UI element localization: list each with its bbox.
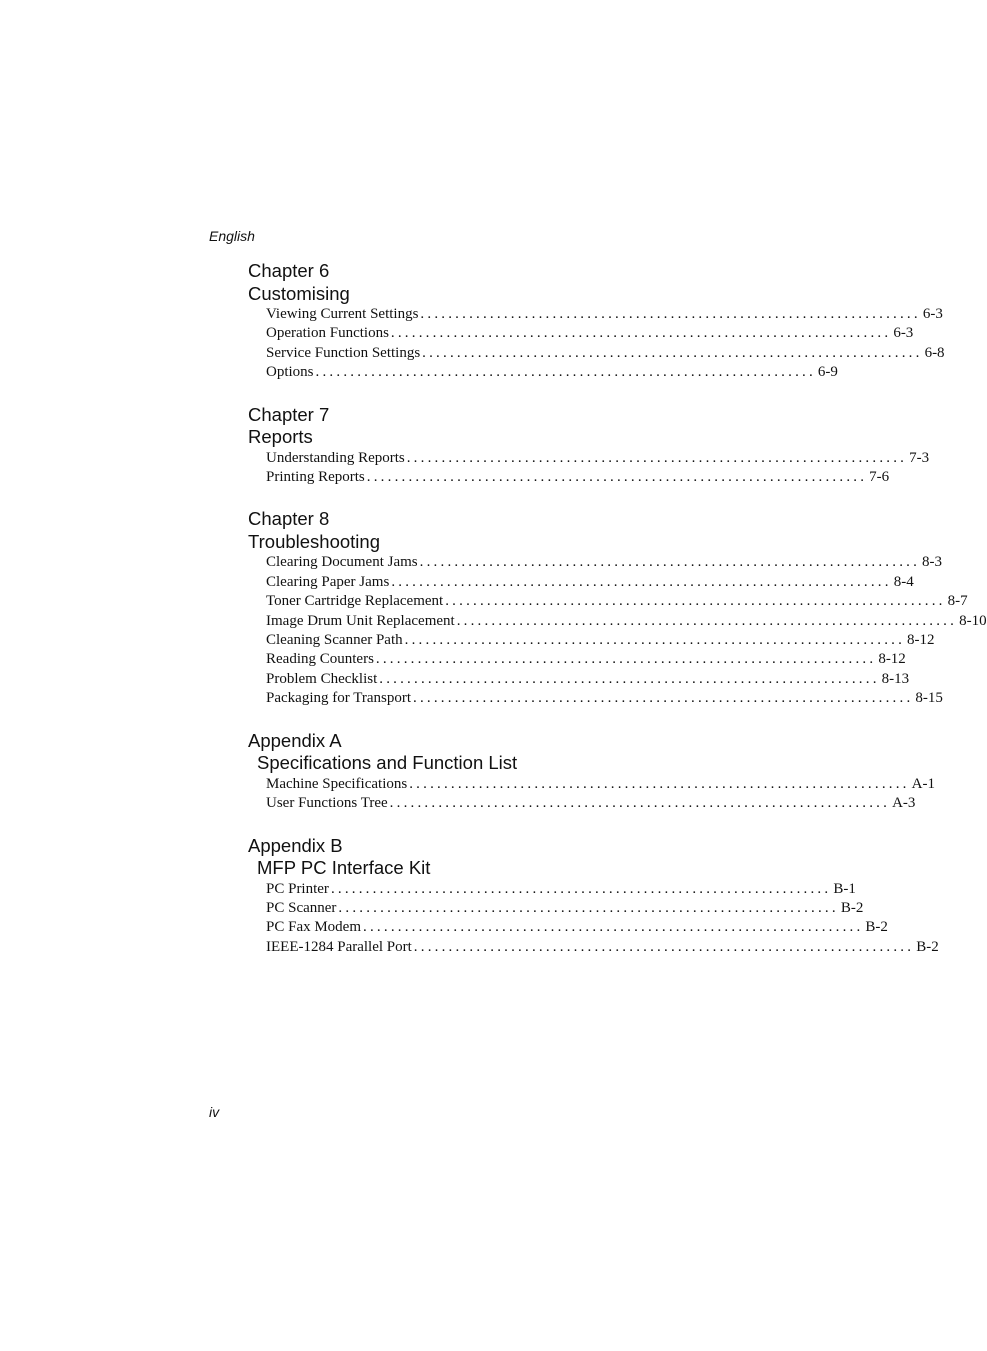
dot-leader: ........................................................................ bbox=[315, 364, 816, 381]
dot-leader: ........................................................................ bbox=[456, 612, 958, 629]
toc-entry[interactable] bbox=[266, 775, 935, 794]
dot-leader: ........................................................................ bbox=[391, 573, 892, 590]
toc-entry[interactable] bbox=[266, 880, 856, 899]
toc-section-chapter-8 bbox=[248, 508, 987, 708]
toc-entry[interactable] bbox=[266, 938, 939, 957]
entry-page: 8-7 bbox=[947, 593, 968, 610]
entry-title: Understanding Reports bbox=[266, 449, 405, 466]
toc-entry[interactable] bbox=[266, 324, 914, 343]
entry-title: Service Function Settings bbox=[266, 344, 421, 361]
entry-page: 8-12 bbox=[878, 651, 906, 668]
entry-page: 8-12 bbox=[907, 632, 935, 649]
entry-title: Viewing Current Settings bbox=[266, 306, 419, 322]
entry-title: PC Scanner bbox=[266, 899, 337, 916]
entry-title: PC Fax Modem bbox=[266, 919, 362, 936]
entry-title: Clearing Paper Jams bbox=[266, 573, 390, 590]
section-label: Appendix B bbox=[248, 834, 343, 856]
entry-page: 6-3 bbox=[893, 325, 914, 342]
entry-page: 6-8 bbox=[924, 344, 945, 361]
dot-leader: ........................................................................ bbox=[445, 593, 946, 610]
entry-page: 7-3 bbox=[909, 449, 930, 466]
dot-leader: ........................................................................ bbox=[413, 690, 914, 707]
table-of-contents bbox=[248, 260, 987, 978]
entry-page: 8-15 bbox=[915, 690, 943, 707]
entry-page: A-1 bbox=[911, 775, 935, 792]
toc-entry[interactable] bbox=[266, 592, 968, 611]
section-label: Appendix A bbox=[248, 729, 342, 751]
entry-page: B-2 bbox=[865, 919, 888, 936]
toc-entry[interactable] bbox=[266, 689, 943, 708]
entry-page: B-1 bbox=[833, 880, 856, 897]
entry-page: 8-3 bbox=[922, 554, 943, 571]
toc-entry[interactable] bbox=[266, 612, 987, 631]
section-label: Chapter 7 bbox=[248, 403, 330, 425]
entry-page: 6-3 bbox=[922, 306, 943, 322]
entry-title: Operation Functions bbox=[266, 325, 389, 342]
toc-entry[interactable] bbox=[266, 899, 864, 918]
dot-leader: ........................................................................ bbox=[363, 919, 864, 936]
entry-page: 8-13 bbox=[881, 670, 910, 687]
toc-entry[interactable] bbox=[266, 670, 910, 689]
toc-section-appendix-b bbox=[248, 834, 939, 958]
dot-leader: ........................................................................ bbox=[375, 651, 877, 668]
entry-title: Packaging for Transport bbox=[266, 690, 411, 707]
entry-page: B-2 bbox=[840, 899, 864, 916]
dot-leader: ........................................................................ bbox=[366, 469, 868, 486]
entry-title: PC Printer bbox=[266, 880, 329, 897]
entry-page: B-2 bbox=[916, 938, 939, 955]
dot-leader: ........................................................................ bbox=[413, 938, 915, 955]
section-title: Troubleshooting bbox=[248, 530, 380, 552]
entry-page: 8-10 bbox=[959, 612, 987, 629]
toc-entry[interactable] bbox=[266, 573, 914, 592]
entry-title: IEEE-1284 Parallel Port bbox=[266, 938, 412, 955]
entry-title: Machine Specifications bbox=[266, 775, 408, 792]
toc-entry[interactable] bbox=[266, 344, 945, 363]
section-title: Reports bbox=[248, 426, 313, 448]
entry-title: Printing Reports bbox=[266, 469, 365, 486]
section-title: Customising bbox=[248, 282, 350, 304]
entry-page: A-3 bbox=[892, 795, 916, 812]
section-label: Chapter 8 bbox=[248, 508, 330, 530]
toc-entry[interactable] bbox=[266, 553, 943, 572]
page-number: iv bbox=[209, 1104, 220, 1120]
section-title: Specifications and Function List bbox=[257, 752, 518, 774]
entry-title: Clearing Document Jams bbox=[266, 554, 418, 571]
dot-leader: ........................................................................ bbox=[330, 880, 832, 897]
entry-title: Cleaning Scanner Path bbox=[266, 632, 403, 649]
toc-section-chapter-7 bbox=[248, 403, 930, 488]
toc-section-chapter-6 bbox=[248, 260, 945, 383]
header-language: English bbox=[209, 228, 255, 244]
toc-entry[interactable] bbox=[266, 631, 935, 650]
dot-leader: ........................................................................ bbox=[390, 325, 892, 342]
entry-title: Problem Checklist bbox=[266, 670, 378, 687]
dot-leader: ........................................................................ bbox=[379, 670, 880, 687]
dot-leader: ........................................................................ bbox=[338, 899, 839, 916]
dot-leader: ........................................................................ bbox=[404, 632, 906, 649]
entry-page: 8-4 bbox=[893, 573, 914, 590]
dot-leader: ........................................................................ bbox=[422, 344, 923, 361]
dot-leader: ........................................................................ bbox=[409, 775, 910, 792]
toc-entry[interactable] bbox=[266, 449, 930, 468]
section-title: MFP PC Interface Kit bbox=[257, 857, 431, 878]
dot-leader: ........................................................................ bbox=[420, 306, 921, 322]
entry-title: Image Drum Unit Replacement bbox=[266, 612, 455, 629]
toc-entry[interactable] bbox=[266, 794, 916, 813]
toc-section-appendix-a bbox=[248, 729, 935, 814]
entry-page: 6-9 bbox=[817, 364, 838, 381]
dot-leader: ........................................................................ bbox=[389, 795, 891, 812]
toc-entry[interactable] bbox=[266, 650, 906, 669]
toc-entry[interactable] bbox=[266, 918, 888, 937]
entry-title: Reading Counters bbox=[266, 651, 374, 668]
entry-page: 7-6 bbox=[869, 469, 890, 486]
entry-title: Toner Cartridge Replacement bbox=[266, 593, 444, 610]
dot-leader: ........................................................................ bbox=[406, 449, 908, 466]
entry-title: User Functions Tree bbox=[266, 795, 388, 812]
toc-entry[interactable] bbox=[266, 468, 890, 487]
entry-title: Options bbox=[266, 364, 314, 381]
dot-leader: ........................................................................ bbox=[419, 554, 921, 571]
section-label: Chapter 6 bbox=[248, 260, 330, 281]
toc-entry[interactable] bbox=[266, 363, 838, 382]
toc-entry[interactable] bbox=[266, 305, 943, 324]
